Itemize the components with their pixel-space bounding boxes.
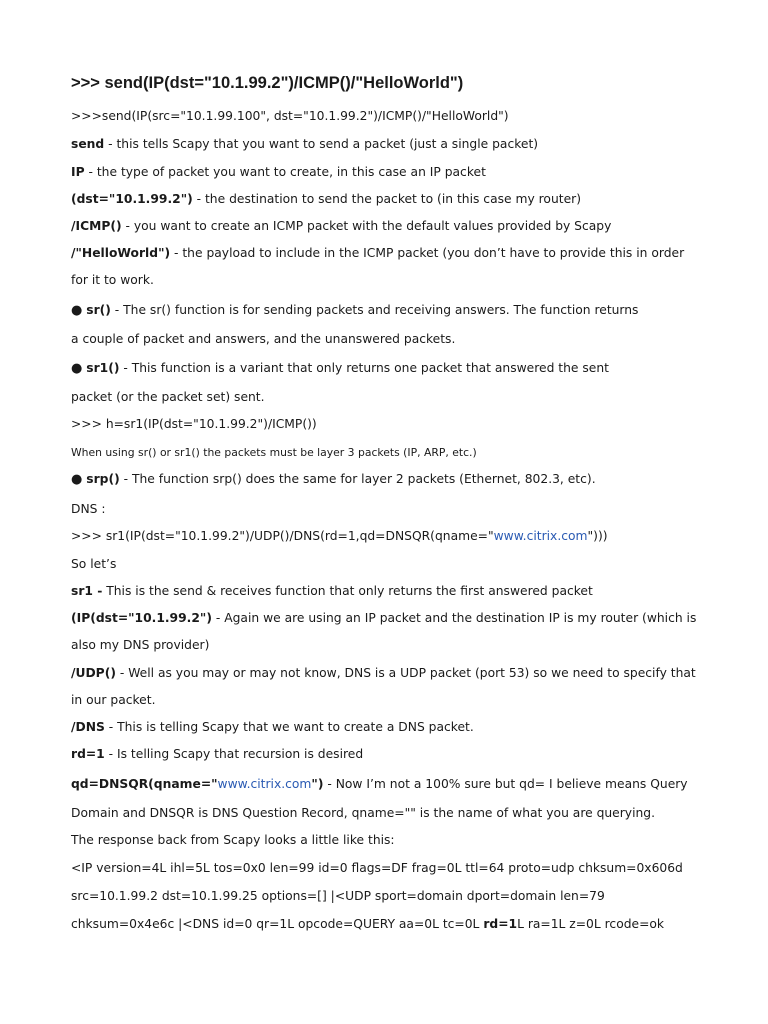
description: - the type of packet you want to create, in this case an IP packet [84,165,486,179]
term-value: 10.1.99.2 [134,611,200,625]
term-close: ") [158,246,171,260]
definition-dns [71,719,474,735]
response-text: chksum=0x4e6c |<DNS id=0 qr=1L opcode=QUERY aa=0L tc=0L [71,917,484,931]
description: - This is telling Scapy that we want to create a DNS packet. [104,720,474,734]
response-text: L ra=1L z=0L rcode=ok [517,917,665,931]
term: sr1 - [71,584,103,598]
paragraph-line: The response back from Scapy looks a little like this: [71,833,395,847]
description: - Again we are using an IP packet and the destination IP is my router (which is [211,611,697,625]
description: - the payload to include in the ICMP packet (you don’t have to provide this in order [170,246,685,260]
page-title: >>> send(IP(dst="10.1.99.2")/ICMP()/"HelloWorld") [71,74,464,92]
term-close: ") [311,777,324,791]
definition-ip-dst [71,610,696,626]
term: /UDP() [71,666,116,680]
term-value: 10.1.99.2 [115,192,181,206]
description: - this tells Scapy that you want to send a packet (just a single packet) [104,137,539,151]
note-line: When using sr() or sr1() the packets must be layer 3 packets (IP, ARP, etc.) [71,446,477,459]
paragraph-line: for it to work. [71,273,154,287]
response-bold: rd=1 [483,917,518,931]
command-line-dns [71,528,608,544]
response-line: <IP version=4L ihl=5L tos=0x0 len=99 id=0 flags=DF frag=0L ttl=64 proto=udp chksum=0x606d [71,861,683,875]
command-line-send-src: >>>send(IP(src="10.1.99.100", dst="10.1.99.2")/ICMP()/"HelloWorld") [71,109,509,123]
term-open: (IP(dst=" [71,611,135,625]
definition-ip [71,164,486,180]
citrix-link[interactable]: www.citrix.com [493,529,588,543]
definition-dst [71,191,581,207]
bullet-icon: ● [71,303,83,318]
description: - The function srp() does the same for layer 2 packets (Ethernet, 802.3, etc). [119,472,596,486]
term: sr1() [86,361,120,375]
term-close: ") [199,611,212,625]
term: rd=1 [71,747,105,761]
definition-send [71,136,538,152]
command-line-sr1: >>> h=sr1(IP(dst="10.1.99.2")/ICMP()) [71,417,317,431]
description: - This function is a variant that only returns one packet that answered the sent [119,361,609,375]
paragraph-line: in our packet. [71,693,156,707]
paragraph-line: Domain and DNSQR is DNS Question Record, qname="" is the name of what you are querying. [71,806,656,820]
description: - the destination to send the packet to (in this case my router) [192,192,581,206]
definition-qd [71,776,688,792]
term-value: HelloWorld [81,246,159,260]
definition-sr1 [71,583,593,599]
description: - Is telling Scapy that recursion is desired [104,747,364,761]
term-open: qd=DNSQR(qname=" [71,777,218,791]
term-close: ") [180,192,193,206]
definition-rd [71,746,363,762]
term: IP [71,165,85,179]
description: - The sr() function is for sending packets and receiving answers. The function returns [110,303,639,317]
description: - you want to create an ICMP packet with the default values provided by Scapy [121,219,612,233]
response-line: src=10.1.99.2 dst=10.1.99.25 options=[] |<UDP sport=domain dport=domain len=79 [71,889,605,903]
paragraph-line: So let’s [71,557,117,571]
term: sr() [86,303,111,317]
bullet-srp [71,471,596,488]
term: /DNS [71,720,105,734]
definition-udp [71,665,696,681]
description: - Well as you may or may not know, DNS is a UDP packet (port 53) so we need to specify that [115,666,696,680]
description: - Now I’m not a 100% sure but qd= I believe means Query [323,777,688,791]
paragraph-line: a couple of packet and answers, and the unanswered packets. [71,332,456,346]
section-label-dns: DNS : [71,502,106,516]
term: srp() [86,472,120,486]
paragraph-line: packet (or the packet set) sent. [71,390,265,404]
paragraph-line: also my DNS provider) [71,638,210,652]
definition-payload [71,245,684,261]
term-open: /" [71,246,82,260]
term-open: (dst=" [71,192,116,206]
bullet-icon: ● [71,361,83,376]
description: This is the send & receives function that only returns the first answered packet [102,584,593,598]
command-text: "))) [587,529,608,543]
term: /ICMP() [71,219,122,233]
bullet-sr [71,302,638,319]
response-line [71,916,664,932]
bullet-icon: ● [71,472,83,487]
definition-icmp [71,218,611,234]
citrix-link[interactable]: www.citrix.com [217,777,312,791]
command-text: >>> sr1(IP(dst="10.1.99.2")/UDP()/DNS(rd=1,qd=DNSQR(qname=" [71,529,494,543]
term: send [71,137,105,151]
bullet-sr1 [71,360,609,377]
